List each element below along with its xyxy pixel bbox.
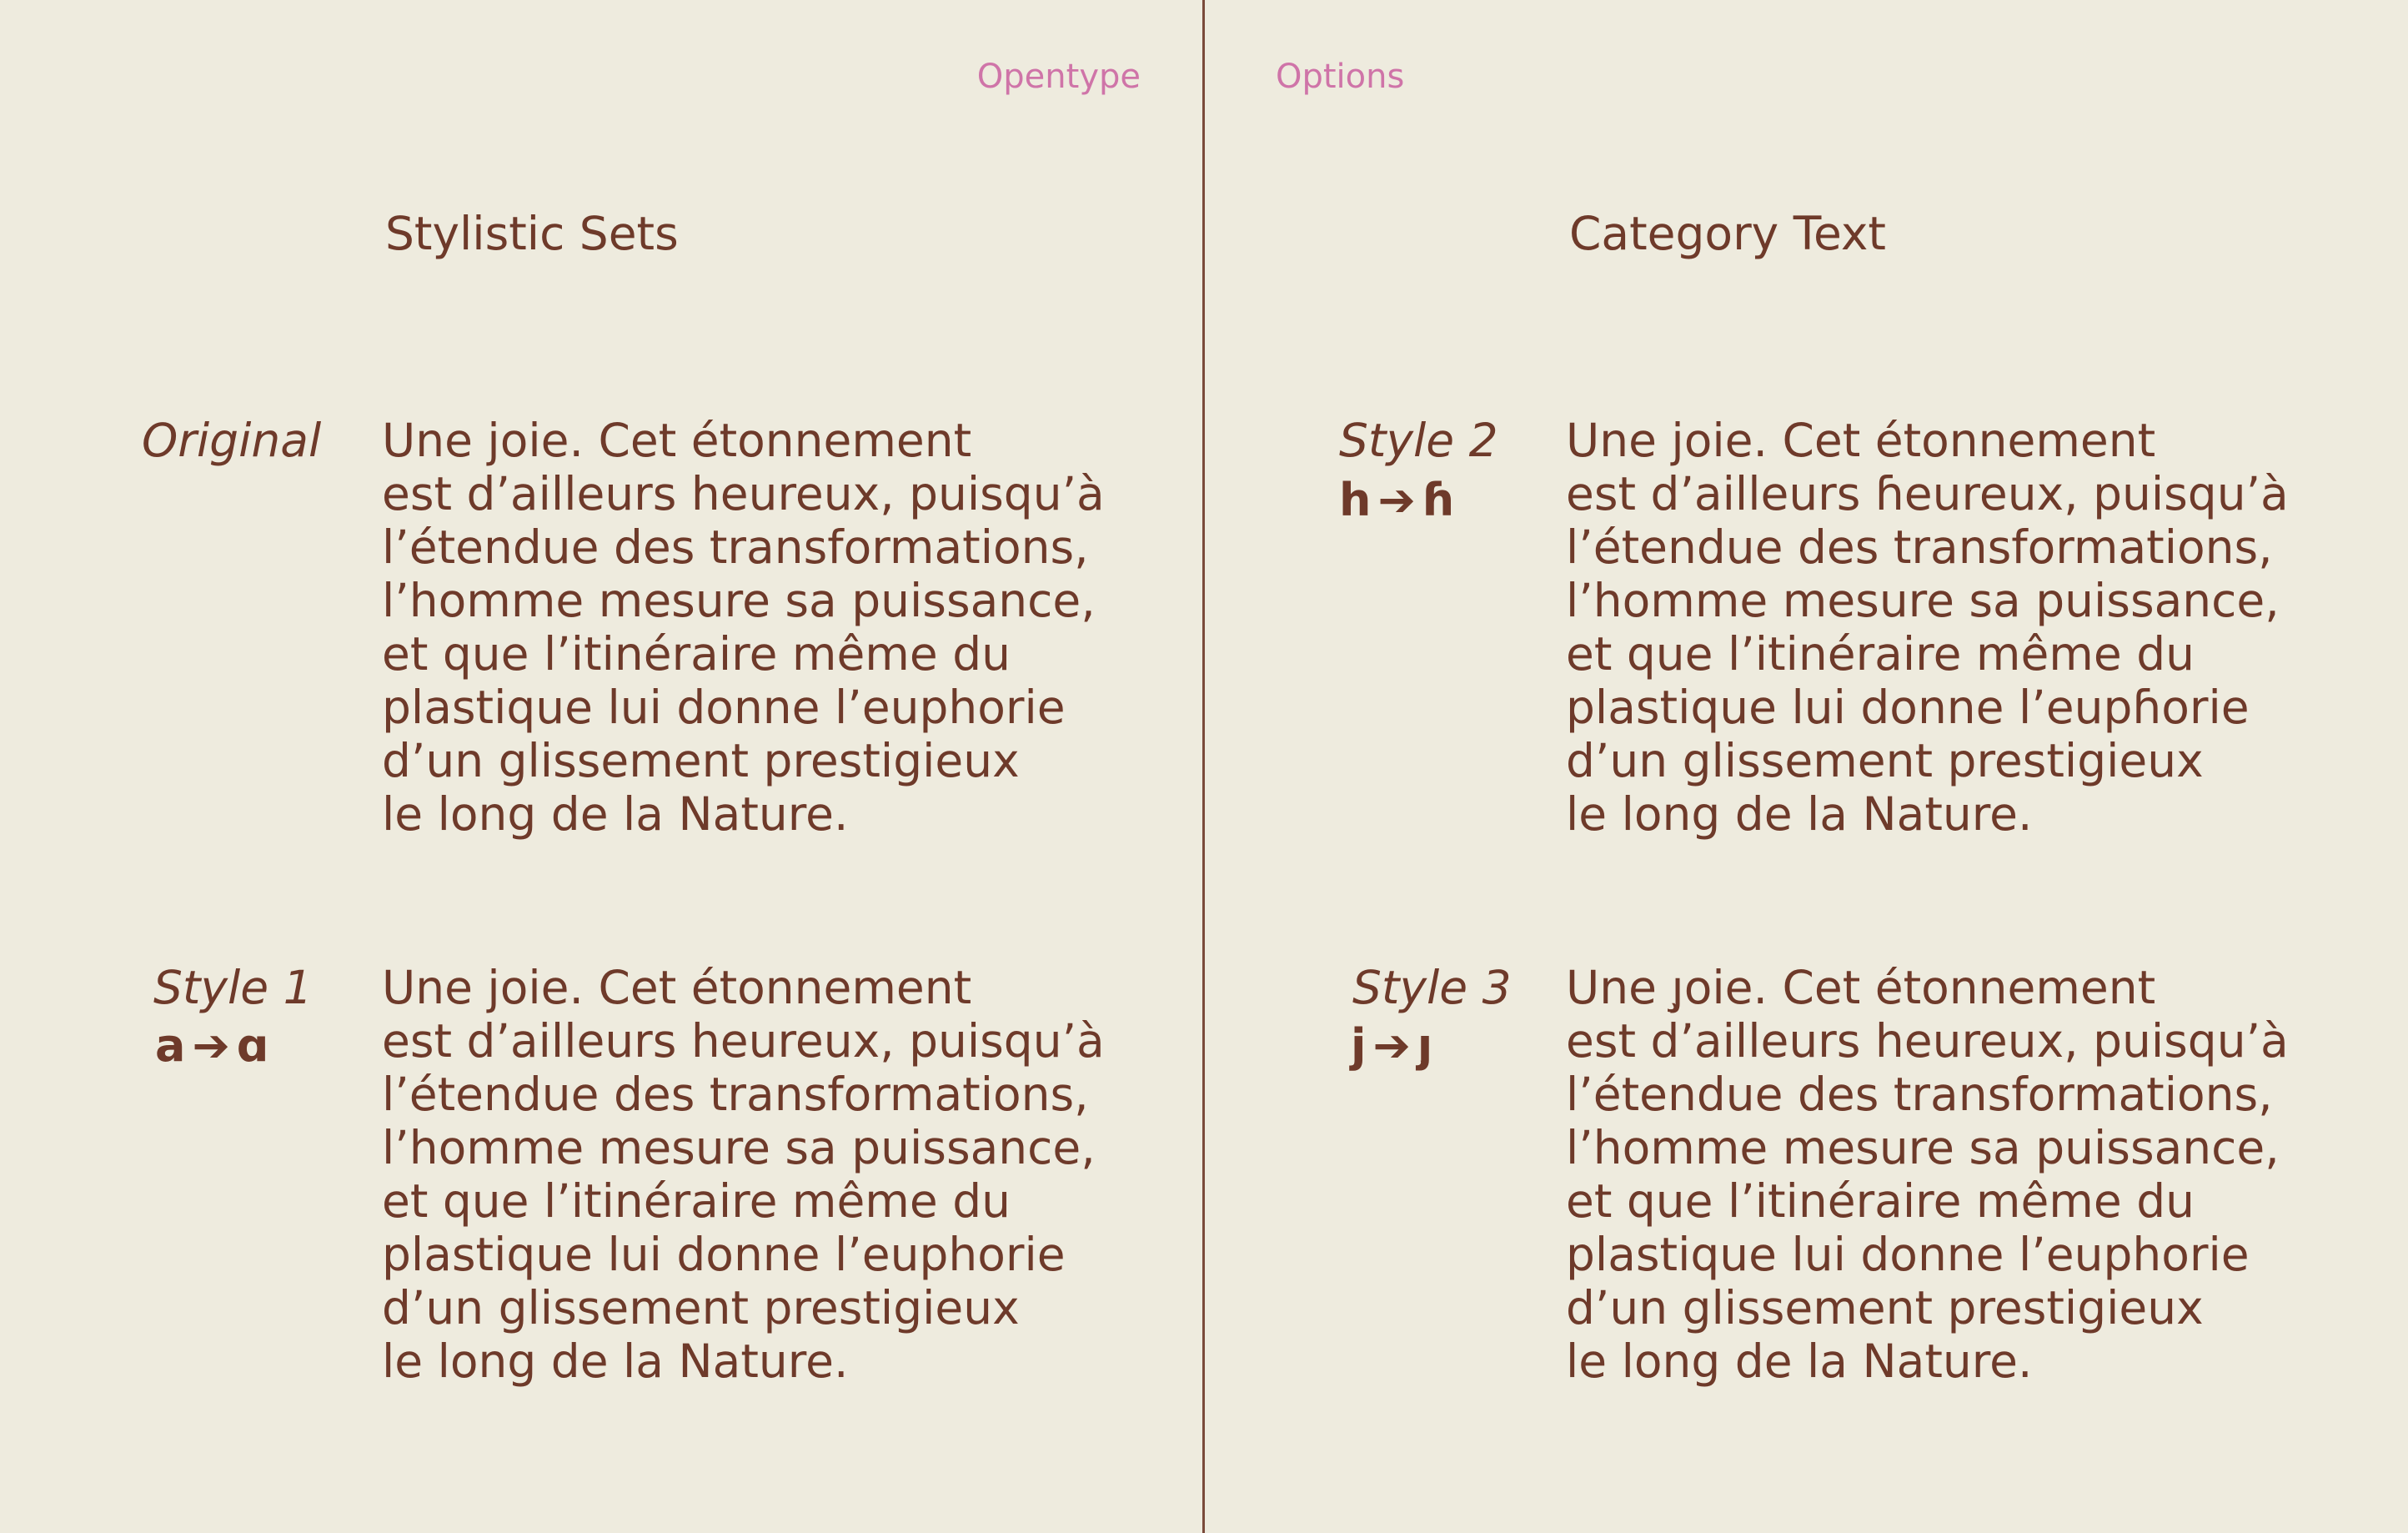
paragraph-line: le long de la Nature. [382, 1334, 849, 1388]
label-original: Original [142, 414, 322, 467]
paragraph-original [382, 414, 1105, 841]
label-style-1: Style 1 [153, 961, 313, 1014]
paragraph-line: plastique lui donne l’euphorie [1566, 1228, 2250, 1281]
paragraph-line: l’étendue des transformations, [382, 1068, 1089, 1121]
paragraph-line: et que l’itinéraire même du [1566, 1174, 2195, 1228]
paragraph-line: le long de la Nature. [1566, 787, 2033, 841]
paragraph-line: plastique lui donne l’euphorie [382, 1228, 1066, 1281]
paragraph-line: le long de la Nature. [1566, 1334, 2033, 1388]
paragraph-line: et que l’itinéraire même du [382, 627, 1011, 681]
header-options: Options [1276, 58, 1405, 96]
paragraph-line: d’un glissement prestigieux [1566, 1281, 2204, 1334]
paragraph-line: l’étendue des transformations, [1566, 520, 2273, 574]
paragraph-line: plastique lui donne l’euphorie [382, 681, 1066, 734]
arrow-right-icon: ➔ [1372, 1019, 1411, 1072]
paragraph-line: le long de la Nature. [382, 787, 849, 841]
page-divider [1202, 0, 1205, 1533]
label-style-3: Style 3 [1352, 961, 1512, 1014]
glyph-swap-style-2 [1339, 474, 1454, 527]
paragraph-line: l’étendue des transformations, [1566, 1068, 2273, 1121]
arrow-right-icon: ➔ [192, 1019, 230, 1072]
glyph-from: a [155, 1019, 186, 1072]
paragraph-line: l’étendue des transformations, [382, 520, 1089, 574]
paragraph-line: Une joie. Cet étonnement [382, 414, 972, 467]
section-title-stylistic-sets: Stylistic Sets [385, 207, 679, 260]
paragraph-style-2 [1566, 414, 2289, 841]
paragraph-line: et que l’itinéraire même du [382, 1174, 1011, 1228]
paragraph-line: est d’ailleurs ɦeureux, puisqu’à [1566, 467, 2289, 520]
paragraph-line: l’homme mesure sa puissance, [1566, 1121, 2280, 1174]
paragraph-line: est d’ailleurs heureux, puisqu’à [1566, 1014, 2289, 1068]
label-style-2: Style 2 [1339, 414, 1498, 467]
paragraph-line: d’un glissement prestigieux [1566, 734, 2204, 787]
glyph-swap-style-3 [1351, 1019, 1432, 1073]
paragraph-line: l’homme mesure sa puissance, [382, 574, 1096, 627]
paragraph-line: Une joie. Cet étonnement [382, 961, 972, 1014]
paragraph-line: plastique lui donne l’eupɦorie [1566, 681, 2250, 734]
paragraph-line: d’un glissement prestigieux [382, 1281, 1020, 1334]
paragraph-line: et que l’itinéraire même du [1566, 627, 2195, 681]
paragraph-line: l’homme mesure sa puissance, [1566, 574, 2280, 627]
glyph-from: j [1351, 1019, 1367, 1072]
paragraph-line: est d’ailleurs heureux, puisqu’à [382, 467, 1105, 520]
arrow-right-icon: ➔ [1377, 474, 1416, 526]
paragraph-style-3 [1566, 961, 2289, 1388]
paragraph-style-1 [382, 961, 1105, 1388]
section-title-category-text: Category Text [1569, 207, 1886, 260]
paragraph-line: est d’ailleurs heureux, puisqu’à [382, 1014, 1105, 1068]
glyph-to: ȷ̧ [1417, 1019, 1433, 1072]
glyph-to: ɦ [1422, 474, 1455, 526]
glyph-swap-style-1 [155, 1019, 268, 1073]
paragraph-line: Une joie. Cet étonnement [1566, 414, 2156, 467]
paragraph-line: d’un glissement prestigieux [382, 734, 1020, 787]
paragraph-line: l’homme mesure sa puissance, [382, 1121, 1096, 1174]
paragraph-line: Une ȷ̧oie. Cet étonnement [1566, 961, 2156, 1014]
glyph-from: h [1339, 474, 1372, 526]
header-opentype: Opentype [976, 58, 1141, 96]
glyph-to: ɑ [236, 1019, 269, 1072]
